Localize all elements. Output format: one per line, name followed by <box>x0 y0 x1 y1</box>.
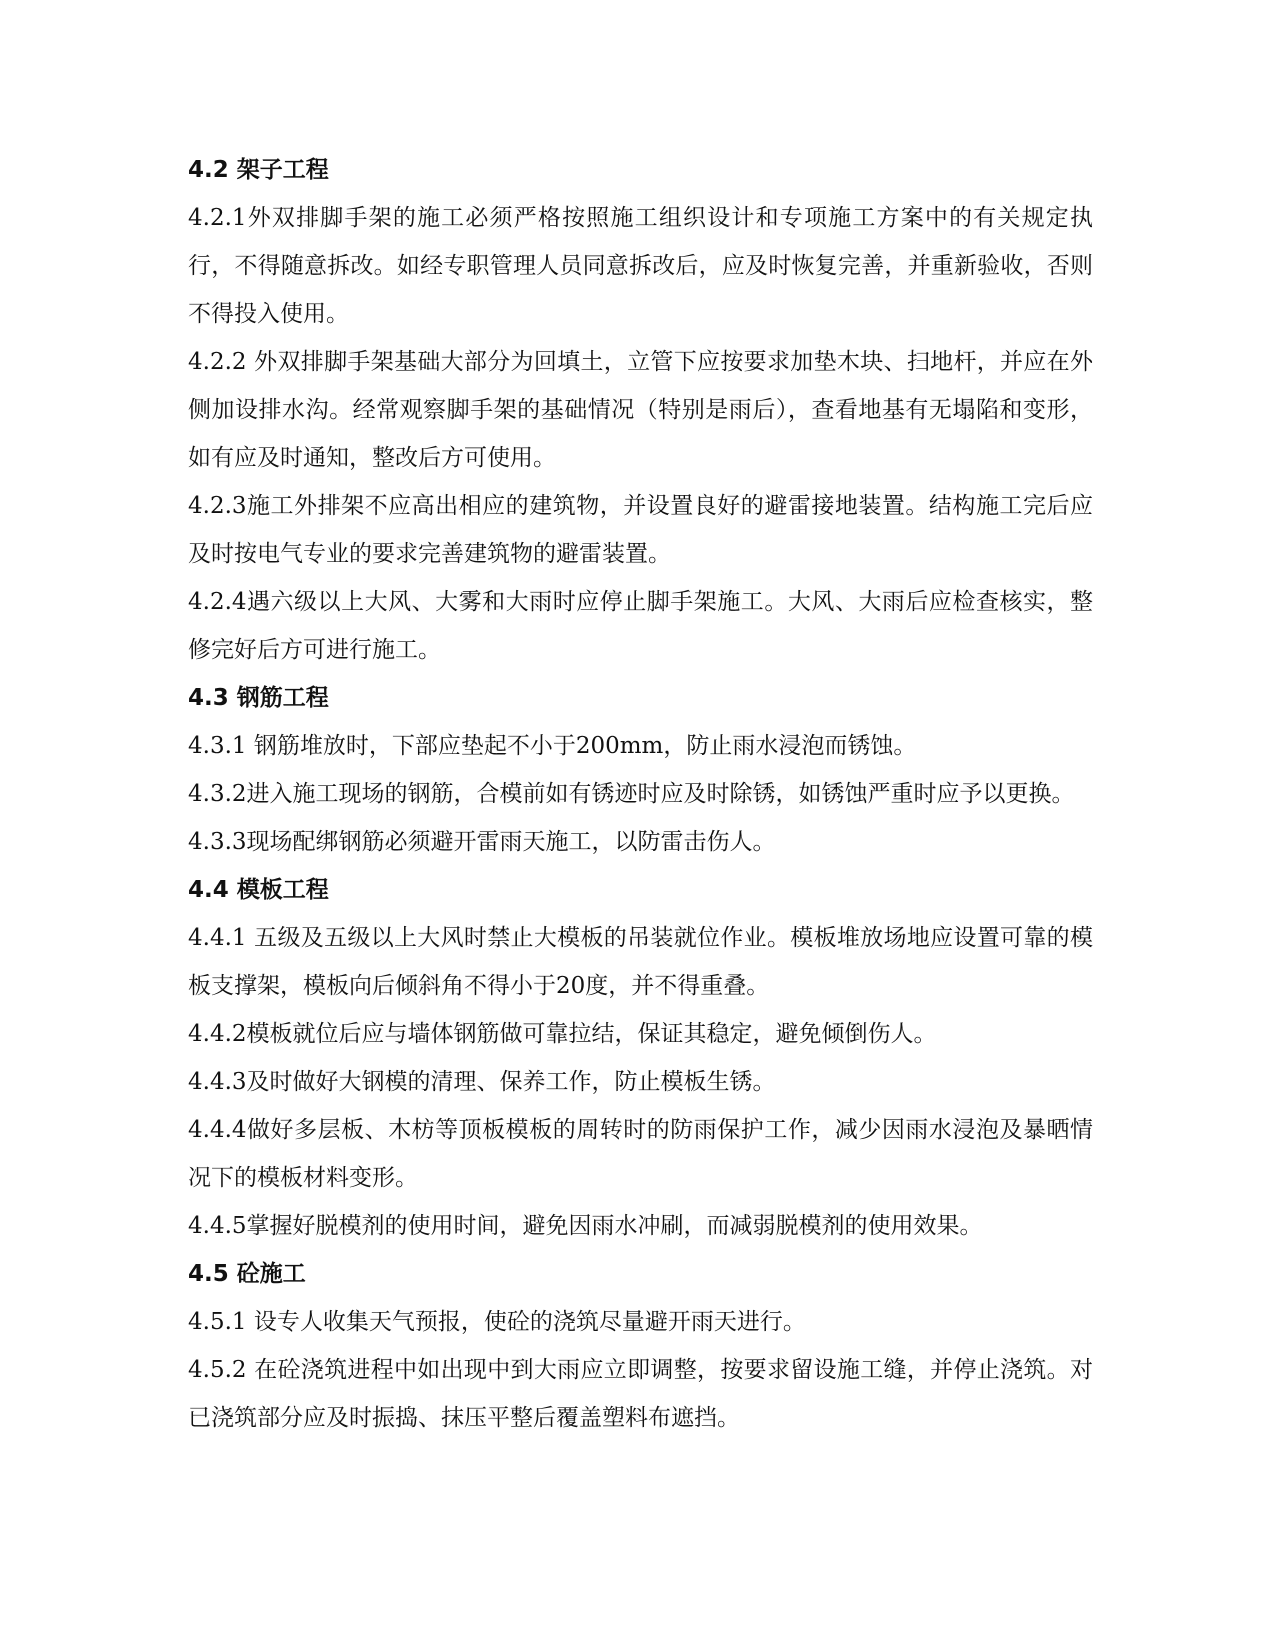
paragraph-4-2-3: 4.2.3施工外排架不应高出相应的建筑物，并设置良好的避雷接地装置。结构施工完后应及时按电气专业的要求完善建筑物的避雷装置。 <box>188 493 1093 567</box>
section-heading-4-5: 4.5 砼施工 <box>188 1261 306 1287</box>
paragraph-4-3-1: 4.3.1 钢筋堆放时，下部应垫起不小于200mm，防止雨水浸泡而锈蚀。 <box>188 733 917 759</box>
paragraph-4-4-4: 4.4.4做好多层板、木枋等顶板模板的周转时的防雨保护工作，减少因雨水浸泡及暴晒情况下的模板材料变形。 <box>188 1117 1093 1191</box>
paragraph-4-3-2: 4.3.2进入施工现场的钢筋，合模前如有锈迹时应及时除锈，如锈蚀严重时应予以更换。 <box>188 781 1075 807</box>
paragraph-4-3-3: 4.3.3现场配绑钢筋必须避开雷雨天施工，以防雷击伤人。 <box>188 829 776 855</box>
paragraph-4-4-3: 4.4.3及时做好大钢模的清理、保养工作，防止模板生锈。 <box>188 1069 776 1095</box>
document-body <box>188 146 1093 1442</box>
paragraph-4-4-1: 4.4.1 五级及五级以上大风时禁止大模板的吊装就位作业。模板堆放场地应设置可靠的模板支撑架，模板向后倾斜角不得小于20度，并不得重叠。 <box>188 925 1093 999</box>
paragraph-4-4-5: 4.4.5掌握好脱模剂的使用时间，避免因雨水冲刷，而减弱脱模剂的使用效果。 <box>188 1213 983 1239</box>
section-heading-4-4: 4.4 模板工程 <box>188 877 329 903</box>
paragraph-4-4-2: 4.4.2模板就位后应与墙体钢筋做可靠拉结，保证其稳定，避免倾倒伤人。 <box>188 1021 937 1047</box>
paragraph-4-2-1: 4.2.1外双排脚手架的施工必须严格按照施工组织设计和专项施工方案中的有关规定执行，不得随意拆改。如经专职管理人员同意拆改后，应及时恢复完善，并重新验收，否则不得投入使用。 <box>188 205 1093 327</box>
paragraph-4-5-2: 4.5.2 在砼浇筑进程中如出现中到大雨应立即调整，按要求留设施工缝，并停止浇筑。对已浇筑部分应及时振捣、抹压平整后覆盖塑料布遮挡。 <box>188 1357 1093 1431</box>
paragraph-4-2-2: 4.2.2 外双排脚手架基础大部分为回填土，立管下应按要求加垫木块、扫地杆，并应在外侧加设排水沟。经常观察脚手架的基础情况（特别是雨后），查看地基有无塌陷和变形，如有应及时通知，整改后方可使用。 <box>188 349 1093 471</box>
paragraph-4-2-4: 4.2.4遇六级以上大风、大雾和大雨时应停止脚手架施工。大风、大雨后应检查核实，整修完好后方可进行施工。 <box>188 589 1093 663</box>
paragraph-4-5-1: 4.5.1 设专人收集天气预报，使砼的浇筑尽量避开雨天进行。 <box>188 1309 806 1335</box>
section-heading-4-3: 4.3 钢筋工程 <box>188 685 329 711</box>
section-heading-4-2: 4.2 架子工程 <box>188 157 329 183</box>
